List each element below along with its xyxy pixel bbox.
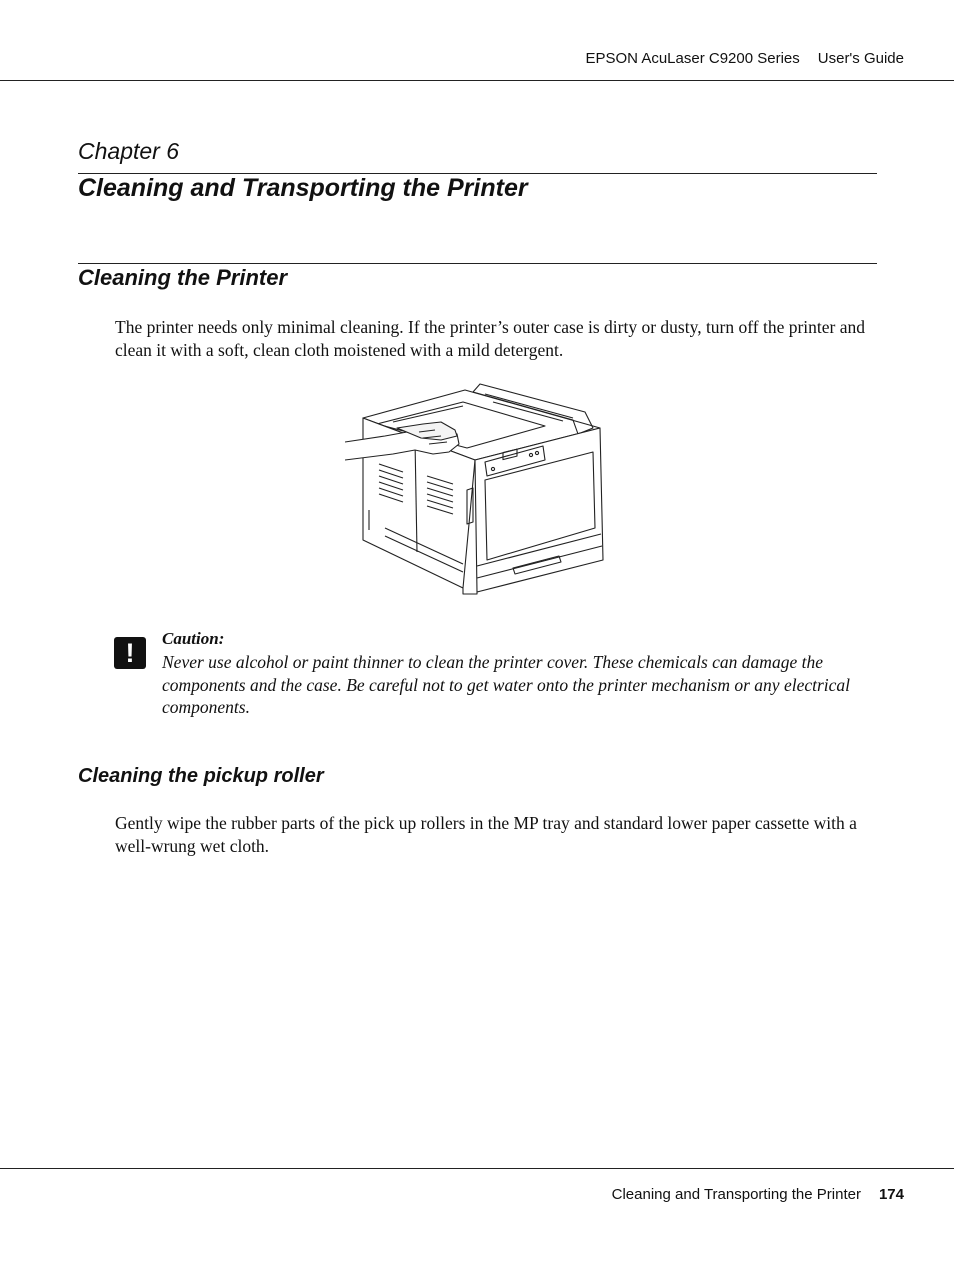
section-body: The printer needs only minimal cleaning. If the printer’s outer case is dirty or dusty, turn off the printer and clean it with a soft, clean cloth moistened with a mild detergent. (115, 317, 866, 360)
chapter-title: Cleaning and Transporting the Printer (78, 174, 528, 202)
exclamation-icon (114, 637, 146, 669)
running-header (585, 50, 904, 67)
header-rule (0, 80, 954, 81)
header-product: EPSON AcuLaser C9200 Series (585, 50, 800, 67)
caution-label: Caution: (162, 629, 225, 648)
chapter-label: Chapter 6 (78, 138, 180, 164)
printer-cleaning-illustration (345, 380, 610, 600)
footer-chapter-title: Cleaning and Transporting the Printer (611, 1186, 861, 1203)
section-rule (78, 263, 877, 264)
exclamation-glyph: ! (125, 638, 135, 668)
footer-rule (0, 1168, 954, 1169)
running-footer (612, 1186, 904, 1203)
subsection-title: Cleaning the pickup roller (78, 765, 324, 787)
subsection-body: Gently wipe the rubber parts of the pick up rollers in the MP tray and standard lower paper cassette with a well-wrung wet cloth. (115, 813, 857, 856)
page-number: 174 (878, 1186, 904, 1203)
section-title: Cleaning the Printer (78, 265, 288, 290)
caution-text: Never use alcohol or paint thinner to clean the printer cover. These chemicals can damage the components and the case. Be careful not to get water onto the printer mechanism or any electrical components. (162, 652, 851, 717)
header-guide: User's Guide (817, 50, 904, 67)
